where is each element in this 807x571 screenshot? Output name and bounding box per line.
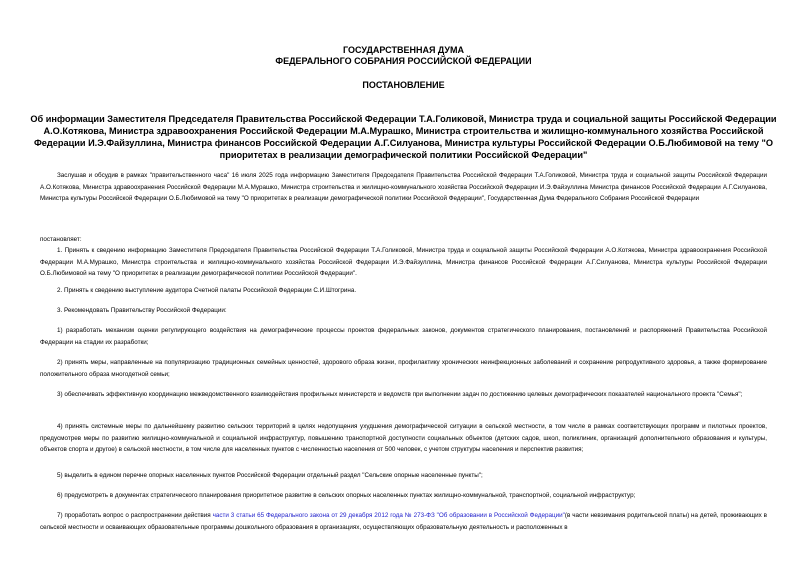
document-type: ПОСТАНОВЛЕНИЕ xyxy=(362,80,445,90)
issuing-authority xyxy=(0,45,807,67)
resolution-item-1: 1. Принять к сведению информацию Заместителя Председателя Правительства Российской Федерации Т.А.Голиковой, Министра труда и социальной защиты Российской Федерации А.О.Котякова, Министра здравоохранения Российской Федерации М.А.Мурашко, Министра строительства и жилищно-коммунального хозяйства Российской Федерации И.Э.Файзуллина, Министра финансов Российской Федерации А.Г.Силуанова, Министра культуры Российской Федерации О.Б.Любимовой на тему "О приоритетах в реализации демографической политики Российской Федерации". xyxy=(40,247,767,278)
recommendation-2: 2) принять меры, направленные на популяризацию традиционных семейных ценностей, здорового образа жизни, профилактику хронических неинфекционных заболеваний и сохранение репродуктивного здоровья, а также формирование положительного образа многодетной семьи; xyxy=(40,359,767,378)
resolves-line: постановляет: xyxy=(40,236,82,243)
recommendation-5: 5) выделить в едином перечне опорных населенных пунктов Российской Федерации отдельный раздел "Сельские опорные населенные пункты"; xyxy=(57,472,483,479)
recommendation-6: 6) предусмотреть в документах стратегического планирования приоритетное развитие в сельских опорных населенных пунктах жилищно-коммунальной, транспортной, социальной инфраструктур; xyxy=(57,492,636,499)
resolution-item-3: 3. Рекомендовать Правительству Российской Федерации: xyxy=(57,307,227,314)
resolution-item-2: 2. Принять к сведению выступление аудитора Счетной палаты Российской Федерации С.И.Штогрина. xyxy=(57,287,357,294)
recommendation-4: 4) принять системные меры по дальнейшему развитию сельских территорий в целях недопущения ухудшения демографической ситуации в сельской местности, в том числе в рамках соответствующих программ и пилотных проектов, предусмотрев меры по развитию жилищно-коммунальной и социальной инфраструктур, повышению транспортной доступности социальных объектов (детских садов, школ, поликлиник, организаций дополнительного образования и культуры, объектов спорта и другое) в сельской местности, в том числе для населенных пунктов с численностью населения от 500 человек, с учетом структуры населения и перспектив развития; xyxy=(40,423,767,454)
recommendation-7 xyxy=(40,510,767,533)
authority-line-2: ФЕДЕРАЛЬНОГО СОБРАНИЯ РОССИЙСКОЙ ФЕДЕРАЦИИ xyxy=(275,56,532,66)
document-title: Об информации Заместителя Председателя Правительства Российской Федерации Т.А.Голиковой, Министра труда и социальной защиты Российской Федерации А.О.Котякова, Министра здравоохранения Российской Федерации М.А.Мурашко, Министра строительства и жилищно-коммунального хозяйства Российской Федерации И.Э.Файзуллина, Министра финансов Российской Федерации А.Г.Силуанова, Министра культуры Российской Федерации О.Б.Любимовой на тему "О приоритетах в реализации демографической политики Российской Федерации" xyxy=(30,114,777,160)
authority-line-1: ГОСУДАРСТВЕННАЯ ДУМА xyxy=(342,45,465,55)
recommendation-7-end: (в части невзимания родительской платы) на детей, проживающих в сельской местности и осваивающих образовательные программы дошкольного образования в организациях, осуществляющих образовательную деятельность и расположенных в xyxy=(40,512,768,531)
recommendation-7-start: 7) проработать вопрос о распространении действия xyxy=(57,512,211,519)
preamble-paragraph: Заслушав и обсудив в рамках "правительственного часа" 16 июля 2025 года информацию Заместителя Председателя Правительства Российской Федерации Т.А.Голиковой, Министра труда и социальной защиты Российской Федерации А.О.Котякова, Министра здравоохранения Российской Федерации М.А.Мурашко, Министра строительства и жилищно-коммунального хозяйства Российской Федерации И.Э.Файзуллина Министра финансов Российской Федерации А.Г.Силуанова, Министра культуры Российской Федерации О.Б.Любимовой на тему "О приоритетах в реализации демографической политики Российской Федерации", Государственная Дума Федерального Собрания Российской Федерации xyxy=(40,172,767,203)
recommendation-3: 3) обеспечивать эффективную координацию межведомственного взаимодействия профильных министерств и ведомств при выполнении задач по достижению целевых демографических показателей национального проекта "Семья"; xyxy=(57,391,743,398)
law-reference-link[interactable]: части 3 статьи 65 Федерального закона от 29 декабря 2012 года № 273-ФЗ "Об образовании в Российской Федерации" xyxy=(212,512,565,519)
recommendation-1: 1) разработать механизм оценки регулирующего воздействия на демографические процессы проектов федеральных законов, документов стратегического планирования, постановлений и распоряжений Правительства Российской Федерации на стадии их разработки; xyxy=(40,327,767,346)
